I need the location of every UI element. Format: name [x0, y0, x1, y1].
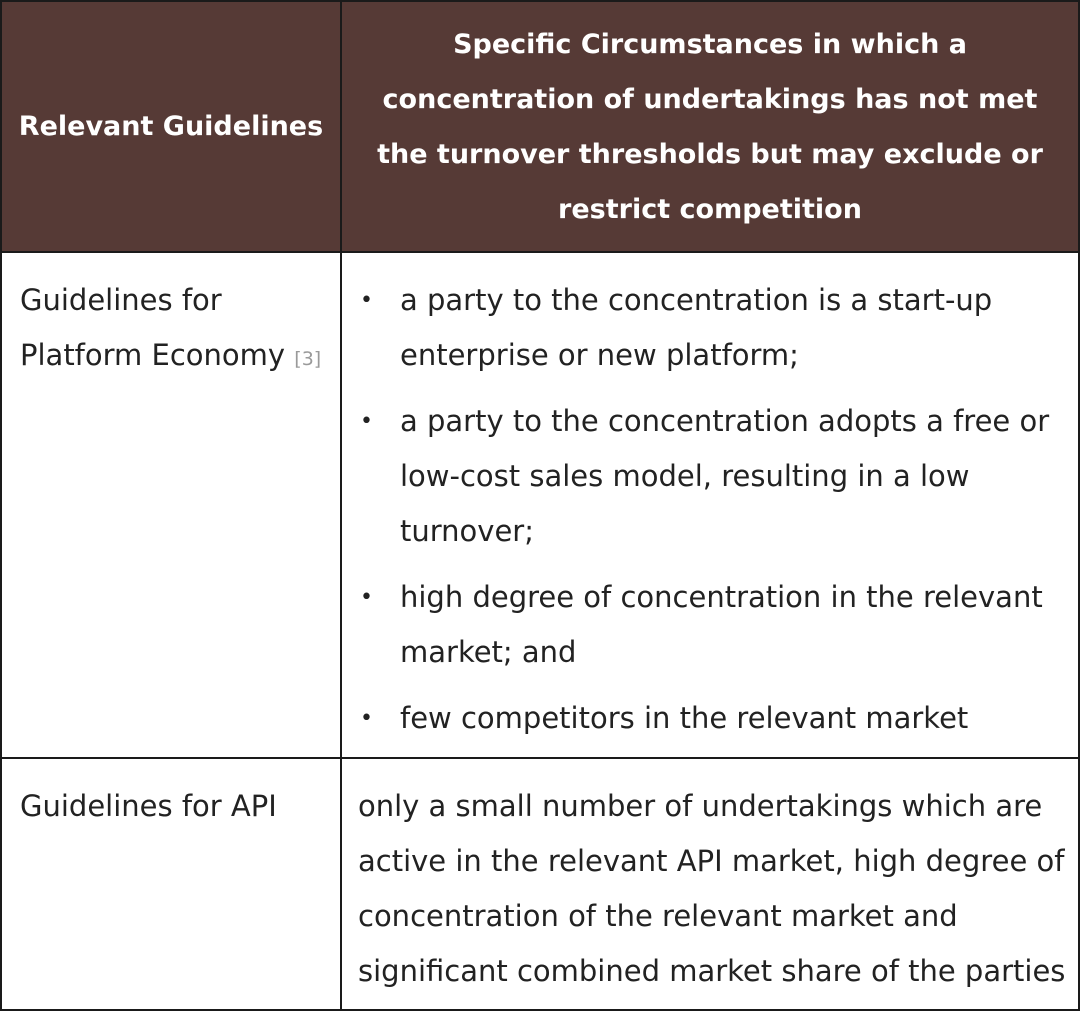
table-row [1, 758, 1079, 1010]
guideline-cell [1, 252, 341, 758]
guideline-name: Guidelines for API [20, 789, 277, 823]
list-item-text: a party to the concentration adopts a free or low-cost sales model, resulting in a low turnover; [400, 404, 1050, 548]
header-specific-circumstances: Specific Circumstances in which a concentration of undertakings has not met the turnover thresholds but may exclude or restrict competition [341, 1, 1079, 252]
table-header-row [1, 1, 1079, 252]
circumstances-list [358, 273, 1062, 746]
header-relevant-guidelines: Relevant Guidelines [1, 1, 341, 252]
bullet-icon: • [360, 585, 373, 610]
list-item [358, 691, 1062, 746]
guideline-cell [1, 758, 341, 1010]
list-item [358, 570, 1062, 680]
circumstances-text: only a small number of undertakings which are active in the relevant API market, high degree of concentration of the relevant market and significant combined market share of the parties [358, 789, 1066, 988]
bullet-icon: • [360, 409, 373, 434]
list-item [358, 273, 1062, 383]
table-row [1, 252, 1079, 758]
list-item [358, 394, 1062, 559]
bullet-icon: • [360, 706, 373, 731]
list-item-text: a party to the concentration is a start-up enterprise or new platform; [400, 283, 993, 372]
list-item-text: few competitors in the relevant market [400, 701, 969, 735]
circumstances-cell [341, 758, 1079, 1010]
bullet-icon: • [360, 288, 373, 313]
guideline-name: Guidelines for Platform Economy [20, 283, 286, 372]
footnote-reference[interactable]: [3] [294, 348, 322, 370]
circumstances-cell [341, 252, 1079, 758]
list-item-text: high degree of concentration in the relevant market; and [400, 580, 1043, 669]
